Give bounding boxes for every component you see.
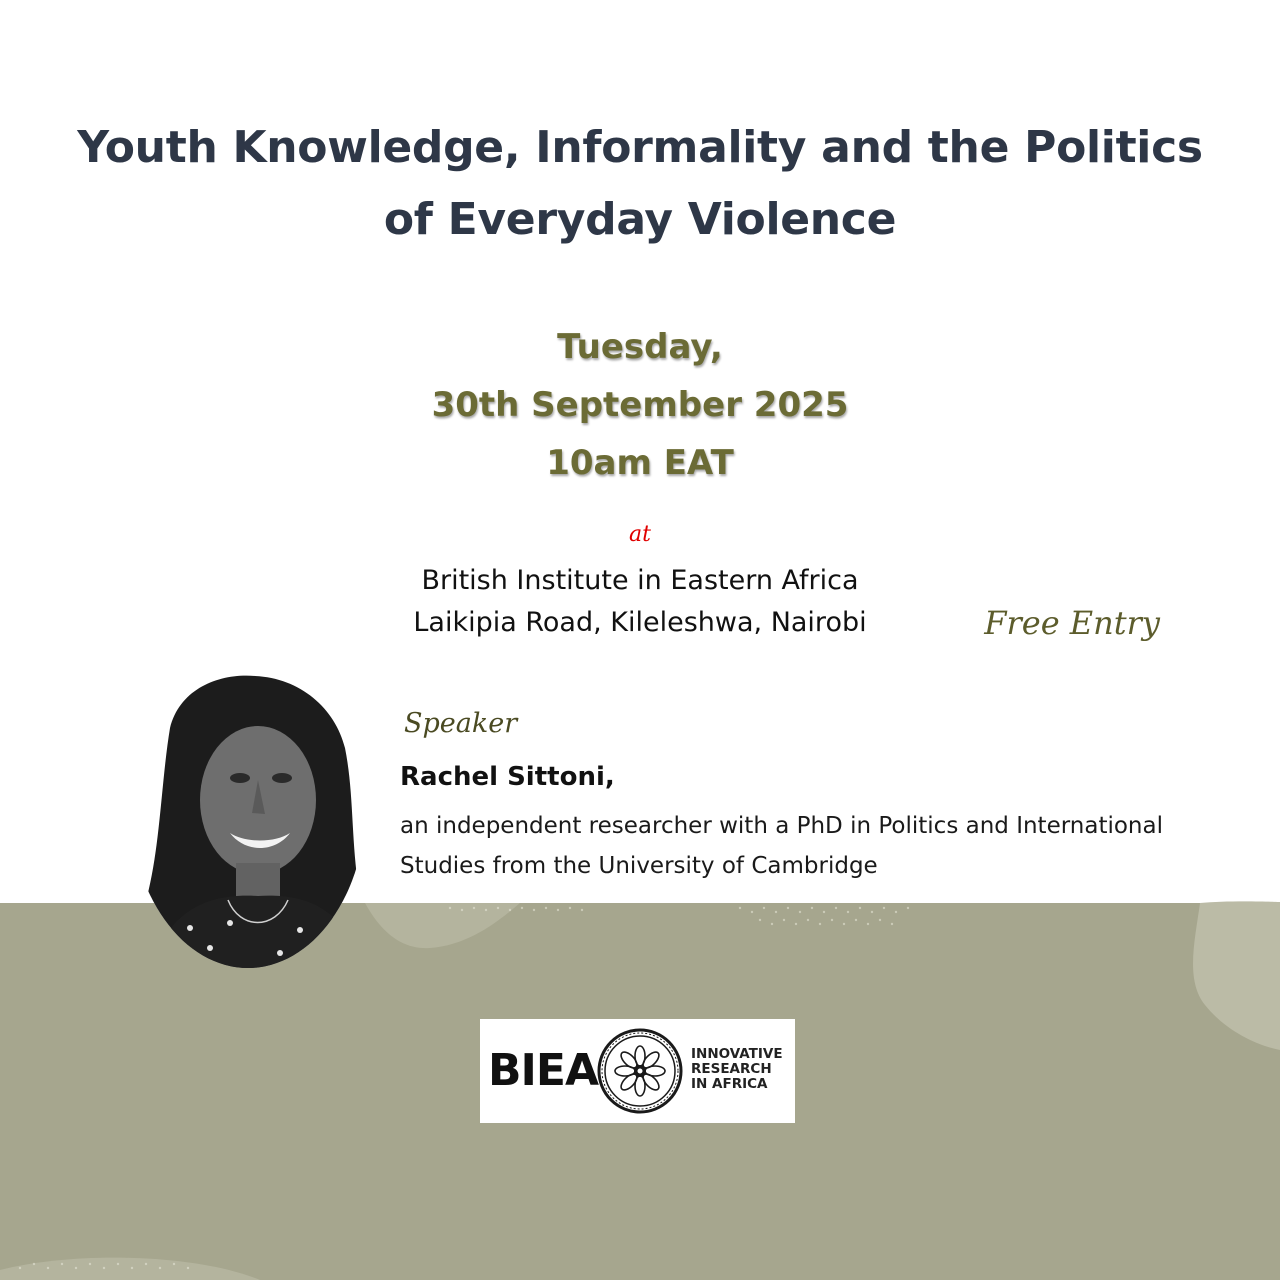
event-title-line1: Youth Knowledge, Informality and the Politics (77, 122, 1203, 173)
logo-tagline-line1: INNOVATIVE (691, 1046, 783, 1062)
logo-tagline (691, 1047, 783, 1092)
event-title-line2: of Everyday Violence (383, 194, 897, 245)
venue-line1: British Institute in Eastern Africa (421, 565, 859, 596)
venue-line2: Laikipia Road, Kileleshwa, Nairobi (413, 607, 867, 638)
event-datetime (380, 318, 900, 492)
speaker-label: Speaker (404, 708, 518, 739)
speaker-bio: an independent researcher with a PhD in Politics and International Studies from the University of Cambridge (400, 813, 1163, 879)
at-label: at (629, 522, 651, 547)
free-entry-label: Free Entry (984, 604, 1160, 642)
event-day: Tuesday, (557, 327, 723, 367)
event-date: 30th September 2025 (431, 385, 849, 425)
event-time: 10am EAT (546, 443, 734, 483)
logo-text: BIEA (488, 1045, 599, 1096)
logo-tagline-line2: RESEARCH (691, 1061, 772, 1077)
event-venue (360, 560, 920, 644)
event-title (60, 112, 1220, 256)
biea-logo (480, 1019, 795, 1123)
speaker-name: Rachel Sittoni, (400, 762, 615, 792)
biea-emblem-icon (597, 1028, 683, 1114)
logo-tagline-line3: IN AFRICA (691, 1076, 768, 1092)
